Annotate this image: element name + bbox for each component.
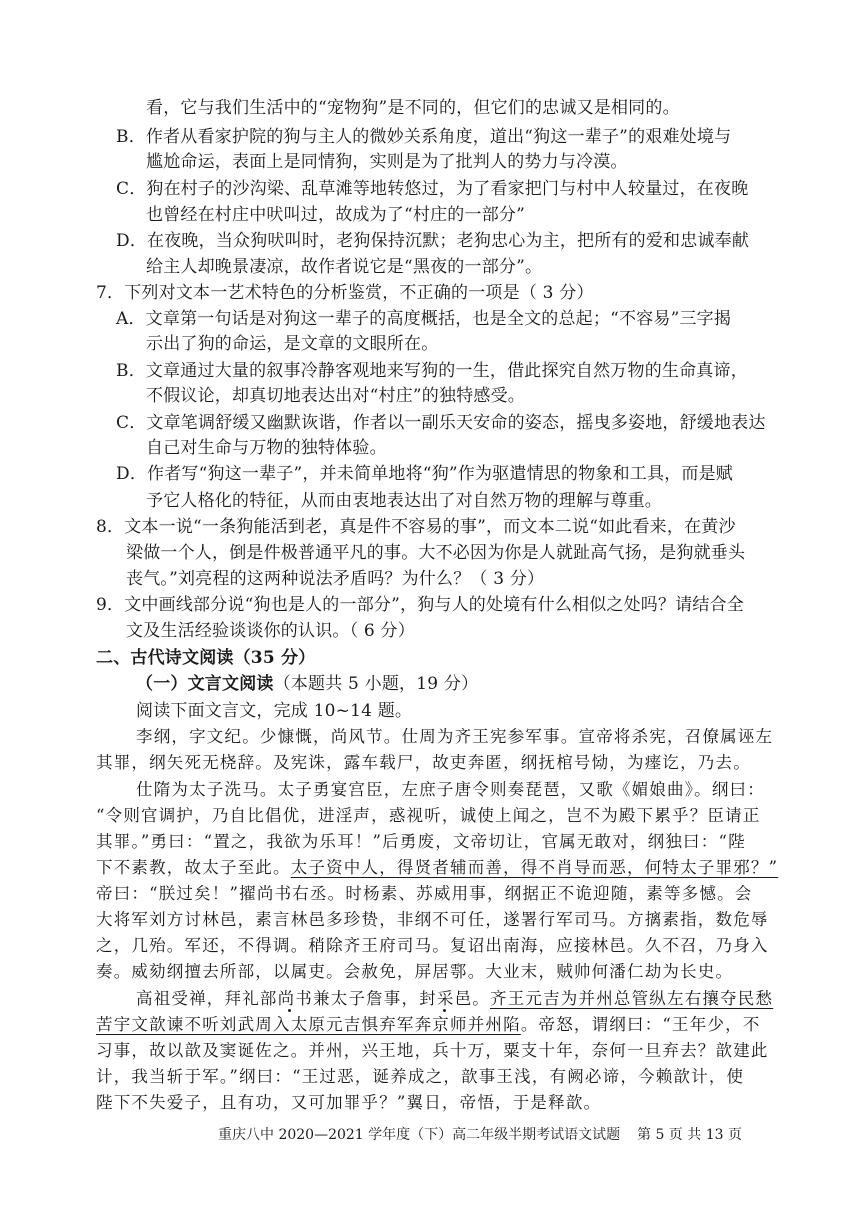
page-number: 第 5 页 共 13 页 bbox=[637, 1127, 742, 1143]
passage-line: 帝曰：“朕过矣！”擢尚书右丞。时杨素、苏威用事，纲据正不诡迎随，素等多憾。会 bbox=[96, 884, 753, 903]
emphasis-dot bbox=[443, 1009, 446, 1012]
passage-line bbox=[96, 1014, 761, 1036]
sub-heading-title: （一）文言文阅读 bbox=[136, 674, 274, 694]
option-d-continuation: 给主人却晚景凄凉，故作者说它是“黑夜的一部分”。 bbox=[146, 257, 543, 277]
question-8: 8．文本一说“一条狗能活到老，真是件不容易的事”，而文本二说“如此看来，在黄沙 bbox=[96, 517, 736, 537]
sub-heading bbox=[136, 673, 478, 695]
option-d: D．在夜晚，当众狗吠叫时，老狗保持沉默；老狗忠心为主，把所有的爱和忠诚奉献 bbox=[116, 231, 750, 251]
passage-line: “令则官调护，乃自比倡优，进淫声，惑视听，诚使上闻之，岂不为殿下累乎？臣请正 bbox=[96, 806, 761, 825]
option-c: C．狗在村子的沙沟梁、乱草滩等地转悠过，为了看家把门与村中人较量过，在夜晚 bbox=[116, 179, 749, 199]
passage-line: 习事，故以歆及窦诞佐之。并州，兴王地，兵十万，粟支十年，奈何一旦弃去？歆建此 bbox=[96, 1041, 769, 1060]
question-8-continuation-1: 梁做一个人，倒是件极普通平凡的事。大不必因为你是人就趾高气扬，是狗就垂头 bbox=[126, 543, 746, 563]
question-8-continuation-2: 丧气。”刘亮程的这两种说法矛盾吗？为什么？（ 3 分） bbox=[126, 569, 545, 589]
passage-line: 之，几殆。军还，不得调。稍除齐王府司马。复诏出南海，应接林邑。久不召，乃身入 bbox=[96, 936, 769, 955]
passage-line: 奏。威劾纲擅去所部，以属吏。会赦免，屏居鄠。大业末，贼帅何潘仁劫为长史。 bbox=[96, 962, 734, 981]
sub-heading-detail: （本题共 5 小题，19 分） bbox=[273, 674, 479, 694]
question-9-continuation: 文及生活经验谈谈你的认识。（ 6 分） bbox=[126, 621, 415, 641]
question-7: 7．下列对文本一艺术特色的分析鉴赏，不正确的一项是（ 3 分） bbox=[96, 283, 594, 303]
underlined-sentence: 苦宇文歆谏不听刘武周入太原元吉惧弃军奔京师并州陷 bbox=[96, 1015, 521, 1034]
q7-option-b-continuation: 不假议论，却真切地表达出对“村庄”的独特感受。 bbox=[146, 386, 525, 406]
passage-line: 陛下不失爱子，且有功，又可加罪乎？”翼日，帝悟，于是释歆。 bbox=[96, 1093, 602, 1112]
passage-line: 大将军刘方讨林邑，素言林邑多珍贽，非纲不可任，遂署行军司马。方摛素指，数危辱 bbox=[96, 910, 769, 929]
underlined-sentence: 太子资中人，得贤者辅而善，得不肖导而恶，何特太子罪邪？” bbox=[290, 858, 779, 877]
q7-option-c-continuation: 自己对生命与万物的独特体验。 bbox=[146, 438, 387, 458]
passage-line: 计，我当斩于军。”纲曰：“王过恶，诞养成之，歆事王浅，有阙必谛，今赖歆计，使 bbox=[96, 1067, 745, 1086]
emphasis-dot bbox=[288, 1009, 291, 1012]
q7-option-d-continuation: 予它人格化的特征，从而由衷地表达出了对自然万物的理解与尊重。 bbox=[146, 491, 662, 511]
question-9: 9．文中画线部分说“狗也是人的一部分”，狗与人的处境有什么相似之处吗？请结合全 bbox=[96, 595, 744, 615]
q7-option-c: C．文章笔调舒缓又幽默诙谐，作者以一副乐天安命的姿态，摇曳多姿地，舒缓地表达 bbox=[116, 413, 766, 433]
q7-option-b: B．文章通过大量的叙事冷静客观地来写狗的一生，借此探究自然万物的生命真谛， bbox=[116, 361, 748, 381]
passage-line: 其罪，纲矢死无桡辞。及宪诛，露车载尸，故吏奔匿，纲抚棺号恸，为瘗讫，乃去。 bbox=[96, 753, 751, 772]
option-a-continuation: 看，它与我们生活中的“宠物狗”是不同的，但它们的忠诚又是相同的。 bbox=[146, 98, 680, 118]
instruction: 阅读下面文言文，完成 10~14 题。 bbox=[136, 701, 413, 721]
passage-line: 仕隋为太子洗马。太子勇宴宫臣，左庶子唐令则奏琵琶，又歌《媚娘曲》。纲曰： bbox=[136, 780, 765, 799]
passage-line: 其罪。”勇曰：“置之，我欲为乐耳！”后勇废，文帝切让，官属无敢对，纲独曰：“陛 bbox=[96, 832, 746, 851]
passage-text: 下不素教，故太子至此。 bbox=[96, 858, 291, 877]
option-b: B．作者从看家护院的狗与主人的微妙关系角度，道出“狗这一辈子”的艰难处境与 bbox=[116, 127, 732, 147]
footer-title: 重庆八中 2020—2021 学年度（下）高二年级半期考试语文试题 bbox=[218, 1127, 621, 1143]
q7-option-d: D．作者写“狗这一辈子”，并未简单地将“狗”作为驱遣情思的物象和工具，而是赋 bbox=[116, 464, 733, 484]
underlined-sentence: 齐王元吉为并州总管纵左右攘夺民愁 bbox=[490, 989, 774, 1008]
passage-line: 李纲，字文纪。少慷慨，尚风节。仕周为齐王宪参军事。宣帝将杀宪，召僚属诬左 bbox=[136, 727, 774, 746]
section-two-heading: 二、古代诗文阅读（35 分） bbox=[96, 648, 316, 668]
passage-text: 高祖受禅，拜礼部尚书兼太子詹事，封采邑。 bbox=[136, 989, 490, 1008]
passage-line bbox=[136, 988, 773, 1010]
passage-text: 。帝怒，谓纲曰：“王年少，不 bbox=[520, 1015, 761, 1034]
q7-option-a-continuation: 示出了狗的命运，是文章的文眼所在。 bbox=[146, 334, 439, 354]
option-c-continuation: 也曾经在村庄中吠叫过，故成为了“村庄的一部分” bbox=[146, 205, 525, 225]
option-b-continuation: 尴尬命运，表面上是同情狗，实则是为了批判人的势力与冷漠。 bbox=[146, 152, 628, 172]
passage-line bbox=[96, 857, 778, 879]
q7-option-a: A．文章第一句话是对狗这一辈子的高度概括，也是全文的总起；“不容易”三字揭 bbox=[116, 309, 732, 329]
